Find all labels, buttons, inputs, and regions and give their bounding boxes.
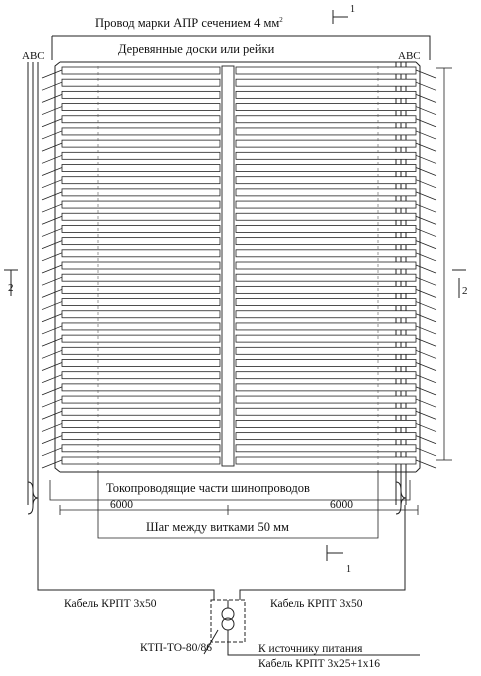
cable-source-label: Кабель КРПТ 3х25+1х16 bbox=[258, 658, 381, 670]
wire-tap-left bbox=[42, 70, 62, 78]
section-1-top-label: 1 bbox=[350, 4, 355, 15]
board-right bbox=[236, 238, 416, 245]
board-left bbox=[62, 104, 220, 111]
board-left bbox=[62, 201, 220, 208]
busbars-label: Токопроводящие части шинопроводов bbox=[106, 481, 310, 495]
wire-tap-right bbox=[416, 326, 436, 334]
wire-tap-left bbox=[42, 131, 62, 139]
board-right bbox=[236, 189, 416, 196]
board-left bbox=[62, 225, 220, 232]
board-right bbox=[236, 140, 416, 147]
board-left bbox=[62, 116, 220, 123]
board-right bbox=[236, 165, 416, 172]
transformer-symbol bbox=[222, 600, 234, 642]
wire-tap-left bbox=[42, 363, 62, 371]
board-right bbox=[236, 457, 416, 464]
wire-tap-right bbox=[416, 155, 436, 163]
board-right bbox=[236, 262, 416, 269]
wire-tap-left bbox=[42, 277, 62, 285]
board-left bbox=[62, 189, 220, 196]
board-right bbox=[236, 177, 416, 184]
boards-label: Деревянные доски или рейки bbox=[118, 42, 275, 56]
wire-tap-right bbox=[416, 192, 436, 200]
wire-tap-right bbox=[416, 436, 436, 444]
board-left bbox=[62, 311, 220, 318]
wire-tap-right bbox=[416, 180, 436, 188]
wire-tap-right bbox=[416, 314, 436, 322]
board-left bbox=[62, 335, 220, 342]
wire-tap-left bbox=[42, 314, 62, 322]
wire-tap-right bbox=[416, 448, 436, 456]
board-left bbox=[62, 286, 220, 293]
wire-tap-left bbox=[42, 448, 62, 456]
wire-tap-left bbox=[42, 423, 62, 431]
wire-tap-left bbox=[42, 82, 62, 90]
wire-tap-right bbox=[416, 70, 436, 78]
wire-tap-right bbox=[416, 363, 436, 371]
board-left bbox=[62, 91, 220, 98]
board-left bbox=[62, 262, 220, 269]
board-left bbox=[62, 213, 220, 220]
board-left bbox=[62, 396, 220, 403]
substation-label: КТП-ТО-80/86 bbox=[140, 642, 213, 654]
wire-tap-left bbox=[42, 399, 62, 407]
board-right bbox=[236, 347, 416, 354]
board-right bbox=[236, 213, 416, 220]
wire-tap-left bbox=[42, 302, 62, 310]
wire-tap-right bbox=[416, 411, 436, 419]
wire-tap-right bbox=[416, 289, 436, 297]
wire-tap-right bbox=[416, 228, 436, 236]
wire-tap-left bbox=[42, 192, 62, 200]
cable-right-label: Кабель КРПТ 3х50 bbox=[270, 598, 363, 610]
wire-tap-right bbox=[416, 253, 436, 261]
board-left bbox=[62, 128, 220, 135]
board-left bbox=[62, 177, 220, 184]
wire-tap-left bbox=[42, 375, 62, 383]
wire-tap-right bbox=[416, 131, 436, 139]
board-left bbox=[62, 165, 220, 172]
board-left bbox=[62, 152, 220, 159]
wire-tap-left bbox=[42, 143, 62, 151]
board-left bbox=[62, 250, 220, 257]
to-source-label: К источнику питания bbox=[258, 643, 363, 655]
board-left bbox=[62, 433, 220, 440]
wire-tap-right bbox=[416, 216, 436, 224]
wire-tap-left bbox=[42, 107, 62, 115]
wire-tap-left bbox=[42, 241, 62, 249]
board-left bbox=[62, 299, 220, 306]
wire-tap-left bbox=[42, 216, 62, 224]
board-right bbox=[236, 250, 416, 257]
pitch-label: Шаг между витками 50 мм bbox=[146, 520, 289, 534]
abc-label-left: АВС bbox=[22, 50, 45, 62]
wire-tap-left bbox=[42, 326, 62, 334]
wire-tap-right bbox=[416, 107, 436, 115]
wire-tap-right bbox=[416, 119, 436, 127]
board-right bbox=[236, 311, 416, 318]
board-right bbox=[236, 116, 416, 123]
board-right bbox=[236, 128, 416, 135]
board-right bbox=[236, 323, 416, 330]
board-left bbox=[62, 445, 220, 452]
wire-tap-left bbox=[42, 155, 62, 163]
wire-tap-left bbox=[42, 228, 62, 236]
board-left bbox=[62, 323, 220, 330]
wire-tap-left bbox=[42, 180, 62, 188]
abc-label-right: АВС bbox=[398, 50, 421, 62]
wire-tap-right bbox=[416, 277, 436, 285]
wire-tap-left bbox=[42, 411, 62, 419]
board-right bbox=[236, 396, 416, 403]
board-right bbox=[236, 274, 416, 281]
wire-tap-left bbox=[42, 94, 62, 102]
board-right bbox=[236, 408, 416, 415]
wire-tap-right bbox=[416, 168, 436, 176]
board-right bbox=[236, 225, 416, 232]
dim-right-label: 6000 bbox=[330, 499, 353, 511]
wire-tap-right bbox=[416, 423, 436, 431]
wire-tap-right bbox=[416, 94, 436, 102]
wire-tap-left bbox=[42, 168, 62, 176]
wire-tap-left bbox=[42, 338, 62, 346]
wire-tap-right bbox=[416, 399, 436, 407]
wooden-boards bbox=[42, 66, 436, 468]
wire-title: Провод марки АПР сечением 4 $мм^2$ bbox=[95, 16, 283, 30]
phase-lines-left bbox=[28, 62, 38, 505]
wire-tap-left bbox=[42, 350, 62, 358]
board-right bbox=[236, 445, 416, 452]
wire-tap-right bbox=[416, 302, 436, 310]
board-right bbox=[236, 360, 416, 367]
board-right bbox=[236, 299, 416, 306]
section-marker-1-bottom bbox=[327, 545, 343, 561]
board-right bbox=[236, 79, 416, 86]
wire-tap-left bbox=[42, 460, 62, 468]
board-left bbox=[62, 360, 220, 367]
wire-tap-left bbox=[42, 387, 62, 395]
section-marker-1-top bbox=[333, 10, 348, 24]
board-left bbox=[62, 347, 220, 354]
wire-tap-left bbox=[42, 119, 62, 127]
wire-tap-right bbox=[416, 265, 436, 273]
section-2-left-label: 2 bbox=[8, 282, 14, 294]
section-2-right-label: 2 bbox=[462, 285, 468, 297]
wire-tap-left bbox=[42, 436, 62, 444]
board-left bbox=[62, 408, 220, 415]
board-right bbox=[236, 384, 416, 391]
board-right bbox=[236, 335, 416, 342]
board-left bbox=[62, 420, 220, 427]
board-right bbox=[236, 420, 416, 427]
wire-tap-right bbox=[416, 82, 436, 90]
wire-tap-right bbox=[416, 241, 436, 249]
board-right bbox=[236, 201, 416, 208]
wire-tap-left bbox=[42, 289, 62, 297]
section-1-bottom-label: 1 bbox=[346, 564, 351, 575]
board-left bbox=[62, 274, 220, 281]
wire-tap-right bbox=[416, 204, 436, 212]
wire-tap-right bbox=[416, 338, 436, 346]
board-left bbox=[62, 238, 220, 245]
board-left bbox=[62, 384, 220, 391]
board-right bbox=[236, 152, 416, 159]
wire-tap-left bbox=[42, 204, 62, 212]
board-left bbox=[62, 79, 220, 86]
wire-tap-left bbox=[42, 253, 62, 261]
board-right bbox=[236, 104, 416, 111]
wire-tap-right bbox=[416, 460, 436, 468]
cable-left-label: Кабель КРПТ 3х50 bbox=[64, 598, 157, 610]
board-right bbox=[236, 433, 416, 440]
wire-tap-right bbox=[416, 143, 436, 151]
board-right bbox=[236, 372, 416, 379]
center-divider bbox=[222, 66, 234, 466]
board-left bbox=[62, 372, 220, 379]
wire-tap-right bbox=[416, 387, 436, 395]
wire-tap-right bbox=[416, 350, 436, 358]
board-right bbox=[236, 286, 416, 293]
dim-left-label: 6000 bbox=[110, 499, 133, 511]
wire-tap-left bbox=[42, 265, 62, 273]
wire-tap-right bbox=[416, 375, 436, 383]
board-right bbox=[236, 67, 416, 74]
board-left bbox=[62, 457, 220, 464]
board-left bbox=[62, 140, 220, 147]
board-right bbox=[236, 91, 416, 98]
board-left bbox=[62, 67, 220, 74]
